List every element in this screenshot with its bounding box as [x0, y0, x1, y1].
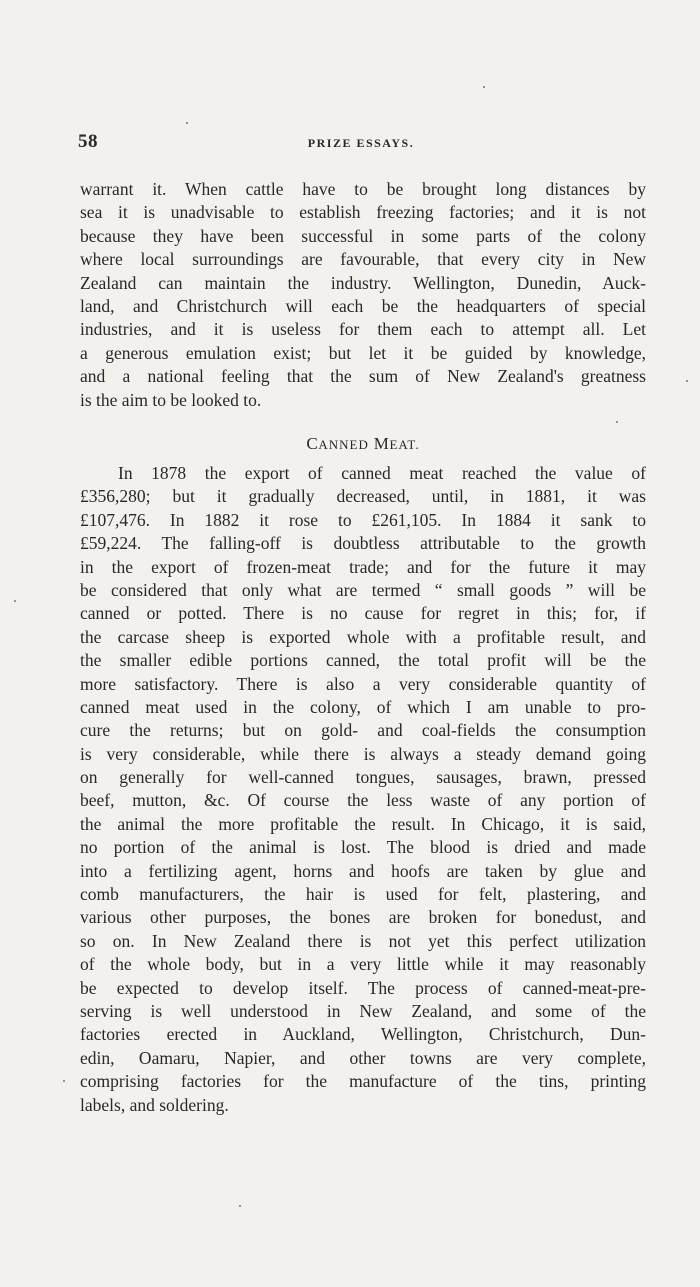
text-line: edin, Oamaru, Napier, and other towns are very complete,	[80, 1047, 646, 1068]
paper-speck	[686, 380, 688, 382]
text-line: serving is well understood in New Zealand, and some of the	[80, 1000, 646, 1021]
text-line: beef, mutton, &c. Of course the less waste of any portion of	[80, 790, 646, 811]
text-line: Zealand can maintain the industry. Wellington, Dunedin, Auck-	[80, 272, 646, 293]
text-line: into a fertilizing agent, horns and hoofs are taken by glue and	[80, 860, 646, 881]
section-heading	[80, 434, 646, 454]
text-line: canned or potted. There is no cause for regret in this; for, if	[80, 603, 646, 624]
paper-speck	[63, 1080, 65, 1082]
page-number: 58	[78, 131, 98, 152]
text-line: In 1878 the export of canned meat reached the value of	[118, 463, 646, 483]
text-line: so on. In New Zealand there is not yet this perfect utilization	[80, 930, 646, 951]
text-line: in the export of frozen-meat trade; and for the future it may	[80, 556, 646, 577]
text-line: be considered that only what are termed “ small goods ” will be	[80, 579, 646, 600]
text-line: cure the returns; but on gold- and coal-fields the consumption	[80, 720, 646, 741]
paper-speck	[14, 600, 16, 602]
text-line: £356,280; but it gradually decreased, until, in 1881, it was	[80, 486, 646, 507]
paper-speck	[616, 421, 618, 423]
text-line: factories erected in Auckland, Wellington, Christchurch, Dun-	[80, 1024, 646, 1045]
text-line: £107,476. In 1882 it rose to £261,105. In 1884 it sank to	[80, 509, 646, 530]
running-head: PRIZE ESSAYS.	[307, 136, 415, 150]
text-line: because they have been successful in some parts of the colony	[80, 225, 646, 246]
text-line: warrant it. When cattle have to be brought long distances by	[80, 179, 646, 199]
heading-small-caps: ANNED	[318, 437, 369, 452]
heading-cap: C	[306, 434, 319, 453]
heading-small-caps: EAT.	[389, 437, 420, 452]
page-header	[78, 131, 644, 157]
text-line: be expected to develop itself. The process of canned-meat-pre-	[80, 977, 646, 998]
text-line: comb manufacturers, the hair is used for felt, plastering, and	[80, 884, 646, 905]
text-line: comprising factories for the manufacture of the tins, printing	[80, 1071, 646, 1092]
text-line: and a national feeling that the sum of New Zealand's greatness	[80, 366, 646, 387]
paragraph-2	[80, 462, 646, 1117]
text-line: no portion of the animal is lost. The blood is dried and made	[80, 837, 646, 858]
text-line: the carcase sheep is exported whole with a profitable result, and	[80, 626, 646, 647]
text-line: canned meat used in the colony, of which I am unable to pro-	[80, 696, 646, 717]
text-line: is the aim to be looked to.	[80, 389, 262, 410]
text-line: various other purposes, the bones are broken for bonedust, and	[80, 907, 646, 928]
paper-speck	[186, 122, 188, 124]
text-line: more satisfactory. There is also a very considerable quantity of	[80, 673, 646, 694]
paper-speck	[239, 1205, 241, 1207]
text-line: £59,224. The falling-off is doubtless attributable to the growth	[80, 533, 646, 554]
text-line: is very considerable, while there is always a steady demand going	[80, 743, 646, 764]
text-line: land, and Christchurch will each be the headquarters of special	[80, 295, 646, 316]
paper-speck	[483, 86, 485, 88]
text-line: the animal the more profitable the result. In Chicago, it is said,	[80, 813, 646, 834]
text-line: sea it is unadvisable to establish freezing factories; and it is not	[80, 202, 646, 223]
text-line: where local surroundings are favourable, that every city in New	[80, 249, 646, 270]
text-line: industries, and it is useless for them each to attempt all. Let	[80, 319, 646, 340]
heading-cap: M	[373, 434, 390, 453]
text-line: of the whole body, but in a very little while it may reasonably	[80, 954, 646, 975]
text-line: labels, and soldering.	[80, 1094, 229, 1115]
text-line: on generally for well-canned tongues, sausages, brawn, pressed	[80, 767, 646, 788]
paragraph-1	[80, 178, 646, 412]
text-line: the smaller edible portions canned, the total profit will be the	[80, 650, 646, 671]
text-line: a generous emulation exist; but let it be guided by knowledge,	[80, 342, 646, 363]
